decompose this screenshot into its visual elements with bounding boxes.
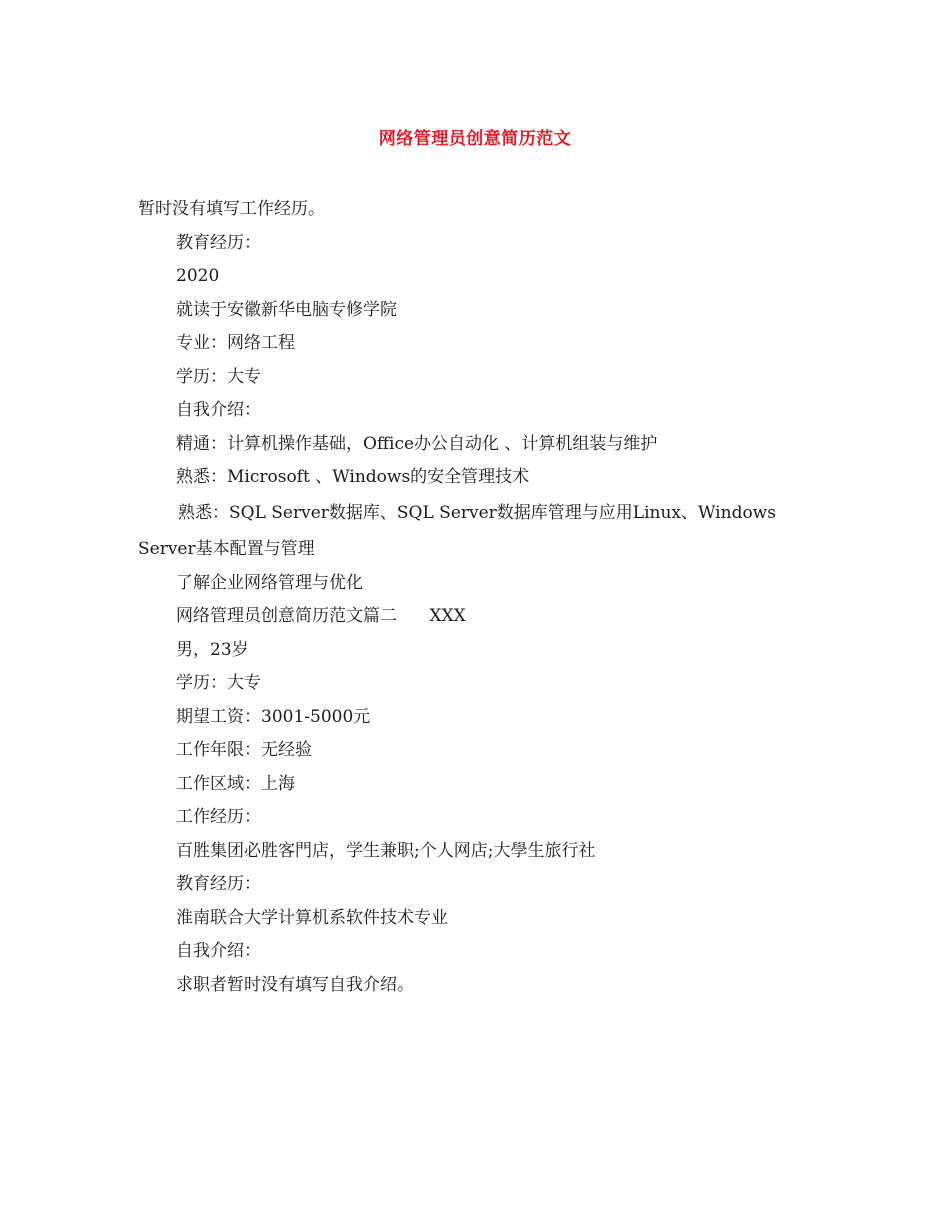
text-line: 教育经历： xyxy=(176,232,261,253)
document-body xyxy=(138,193,828,1002)
text-line: 工作区域：上海 xyxy=(176,773,295,794)
text-line: 自我介绍： xyxy=(176,941,261,961)
text-line: 学历：大专 xyxy=(176,673,261,693)
document-title: 网络管理员创意简历范文 xyxy=(378,129,572,149)
text-line: 专业：网络工程 xyxy=(176,333,295,353)
text-line: 期望工资：3001-5000元 xyxy=(176,706,371,727)
text-line-wrapped: 熟悉：SQL Server数据库、SQL Server数据库管理与应用Linux、Windows Server基本配置与管理 xyxy=(138,502,776,559)
text-line: 2020 xyxy=(176,266,220,286)
text-line: 了解企业网络管理与优化 xyxy=(176,572,363,593)
text-line: 男，23岁 xyxy=(176,639,249,660)
text-line: 网络管理员创意简历范文篇二 XXX xyxy=(176,606,466,626)
text-line: 工作经历： xyxy=(176,807,261,827)
text-line: 熟悉：Microsoft 、Windows的安全管理技术 xyxy=(176,467,530,487)
text-line: 就读于安徽新华电脑专修学院 xyxy=(176,299,397,320)
text-line: 求职者暂时没有填写自我介绍。 xyxy=(176,974,414,995)
text-line: 教育经历： xyxy=(176,874,261,894)
text-line: 淮南联合大学计算机系软件技术专业 xyxy=(176,907,448,928)
text-line: 自我介绍： xyxy=(176,400,261,420)
text-line: 精通：计算机操作基础，Office办公自动化 、计算机组装与维护 xyxy=(176,433,658,454)
text-line: 暂时没有填写工作经历。 xyxy=(138,199,325,219)
text-line: 学历：大专 xyxy=(176,366,261,387)
text-line: 百胜集团必胜客門店，学生兼职;个人网店;大學生旅行社 xyxy=(176,840,596,861)
text-line: 工作年限：无经验 xyxy=(176,740,312,760)
